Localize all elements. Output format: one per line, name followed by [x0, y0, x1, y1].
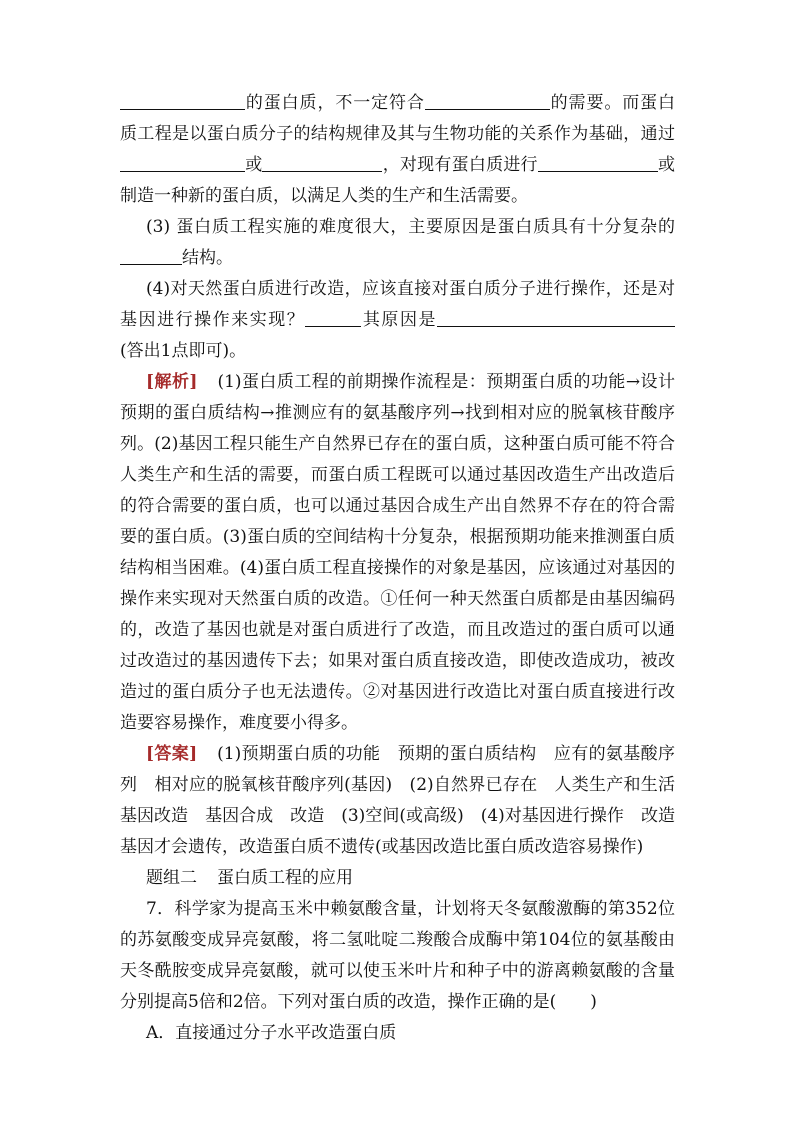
group-title: 蛋白质工程的应用: [217, 868, 353, 888]
group-heading: [120, 863, 675, 894]
analysis-tag: [解析]: [146, 372, 198, 392]
answer-paragraph: [120, 739, 692, 863]
blank[interactable]: [437, 309, 675, 327]
q6-paragraph-3: [120, 212, 675, 274]
text: 的蛋白质，不一定符合: [245, 93, 425, 113]
text: (4)对天然蛋白质进行改造，应该直接对蛋白质分子进行操作，还是对基因进行操作来实现？: [120, 279, 675, 330]
text: ，对现有蛋白质进行: [382, 155, 538, 175]
blank[interactable]: [120, 247, 182, 265]
group-label: 题组二: [146, 868, 197, 888]
answer-tag: [答案]: [146, 744, 198, 764]
text: 结构。: [182, 248, 233, 268]
blank[interactable]: [120, 92, 245, 110]
blank[interactable]: [538, 154, 658, 172]
q6-paragraph-4: [120, 274, 675, 367]
q6-paragraph-2: [120, 88, 675, 212]
blank[interactable]: [120, 154, 245, 172]
text: (3) 蛋白质工程实施的难度很大，主要原因是蛋白质具有十分复杂的: [146, 217, 675, 237]
text: 或: [245, 155, 263, 175]
analysis-text: (1)蛋白质工程的前期操作流程是：预期蛋白质的功能→设计预期的蛋白质结构→推测应有的氨基酸序列→找到相对应的脱氧核苷酸序列。(2)基因工程只能生产自然界已存在的蛋白质，这种蛋白质可能不符合人类生产和生活的需要，而蛋白质工程既可以通过基因改造生产出改造后的符合需要的蛋白质，也可以通过基因合成生产出自然界不存在的符合需要的蛋白质。(3)蛋白质的空间结构十分复杂，根据预期功能来推测蛋白质结构相当困难。(4)蛋白质工程直接操作的对象是基因，应该通过对基因的操作来实现对天然蛋白质的改造。①任何一种天然蛋白质都是由基因编码的，改造了基因也就是对蛋白质进行了改造，而且改造过的蛋白质可以通过改造过的基因遗传下去；如果对蛋白质直接改造，即使改造成功，被改造过的蛋白质分子也无法遗传。②对基因进行改造比对蛋白质直接进行改造要容易操作，难度要小得多。: [120, 372, 675, 733]
q7-stem: [120, 894, 675, 1018]
text: 的需要。而蛋白质工程是以蛋白质分子的结构规律及其与生物功能的关系作为基础，通过: [120, 93, 676, 144]
text: (答出1点即可)。: [120, 341, 247, 361]
blank[interactable]: [262, 154, 382, 172]
blank[interactable]: [305, 309, 361, 327]
text-block: [120, 88, 692, 1049]
answer-text: (1)预期蛋白质的功能 预期的蛋白质结构 应有的氨基酸序列 相对应的脱氧核苷酸序列(基因) (2)自然界已存在 人类生产和生活 基因改造 基因合成 改造 (3)空间(或高级) (4)对基因进行操作 改造基因才会遗传，改造蛋白质不遗传(或基因改造比蛋白质改造容易操作): [120, 744, 692, 857]
blank[interactable]: [425, 92, 550, 110]
q7-text: 7．科学家为提高玉米中赖氨酸含量，计划将天冬氨酸激酶的第352位的苏氨酸变成异亮氨酸，将二氢吡啶二羧酸合成酶中第104位的氨基酸由天冬酰胺变成异亮氨酸，就可以使玉米叶片和种子中的游离赖氨酸的含量分别提高5倍和2倍。下列对蛋白质的改造，操作正确的是( ): [120, 899, 675, 1012]
text: 或制造一种新的蛋白质，以满足人类的生产和生活需要。: [120, 155, 676, 206]
option-a-text: A．直接通过分子水平改造蛋白质: [146, 1023, 397, 1043]
q7-option-a[interactable]: [120, 1018, 675, 1049]
text: 其原因是: [361, 310, 438, 330]
analysis-paragraph: [120, 367, 675, 739]
